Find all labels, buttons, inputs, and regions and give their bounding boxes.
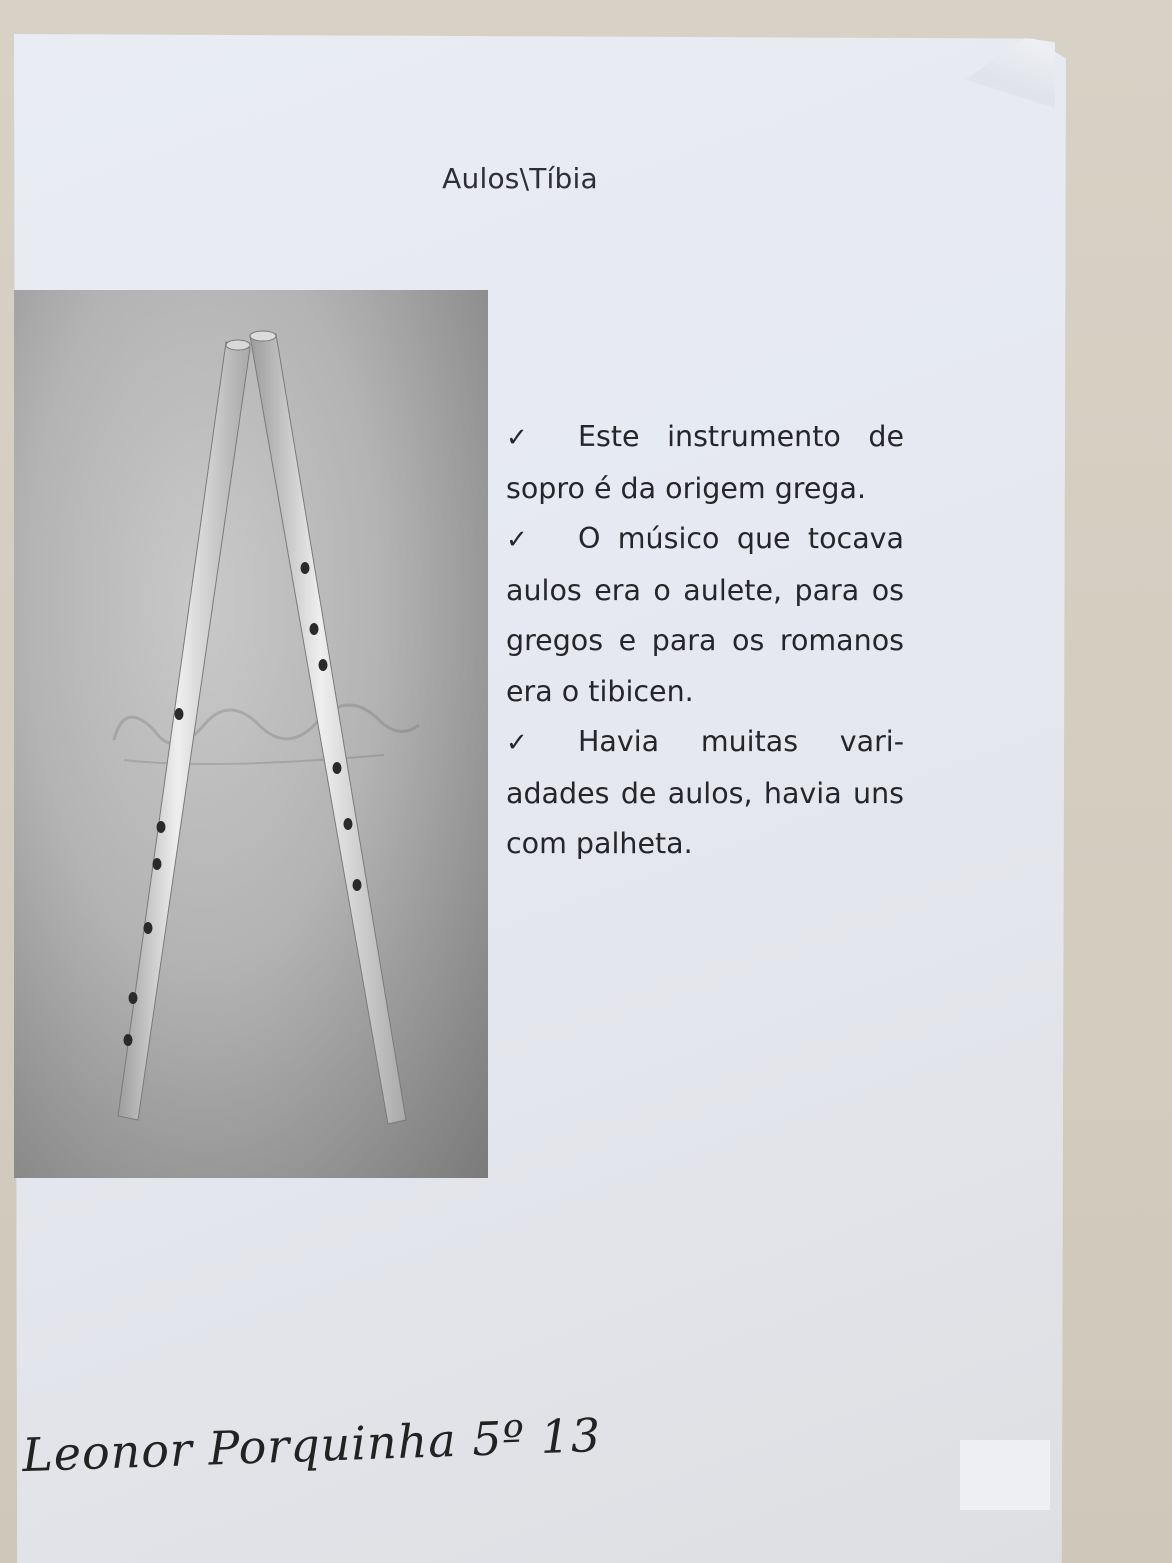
left-pipe (118, 340, 250, 1120)
bullet-text: Este instrumento de sopro é da origem grega. (506, 420, 904, 505)
bullet-text: Havia muitas vari-adades de aulos, havia uns com palheta. (506, 725, 904, 860)
bullet-item-musician (506, 514, 904, 717)
aulos-illustration (14, 290, 488, 1178)
aulos-photo (14, 290, 488, 1178)
handwritten-signature: Leonor Porquinha 5º 13 (21, 1407, 603, 1483)
right-pipe (250, 331, 406, 1124)
bullet-item-varieties (506, 717, 904, 870)
photo-watermark (114, 705, 419, 764)
checkmark-icon: ✓ (506, 423, 528, 453)
checkmark-icon: ✓ (506, 728, 528, 758)
tape-piece (960, 1440, 1050, 1510)
bullet-text: O músico que tocava aulos era o aulete, para os gregos e para os romanos era o tibicen. (506, 522, 904, 708)
bullet-item-origin (506, 412, 904, 514)
document-title: Aulos\Tíbia (442, 162, 598, 195)
checkmark-icon: ✓ (506, 525, 528, 555)
description-list (506, 412, 904, 870)
